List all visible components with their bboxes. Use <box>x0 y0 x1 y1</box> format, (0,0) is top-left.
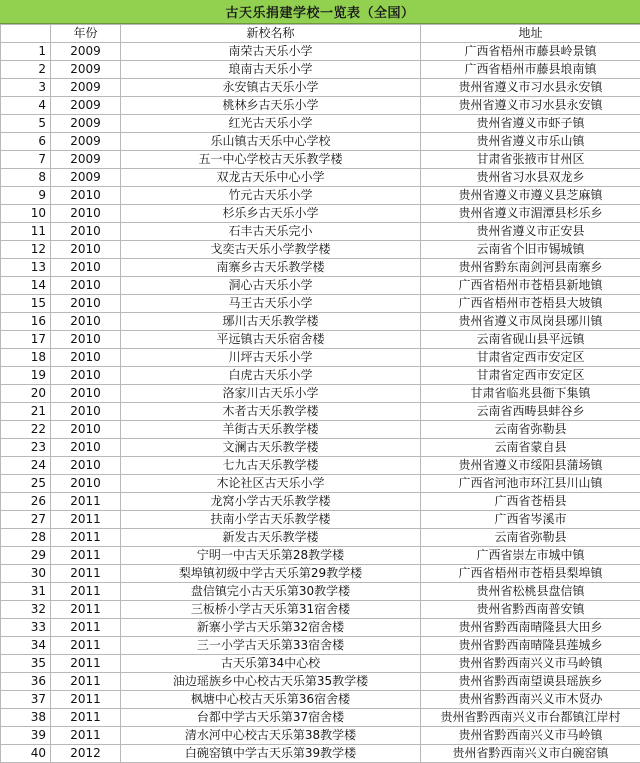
table-row <box>1 367 640 385</box>
row-address: 云南省蒙自县 <box>421 439 640 457</box>
row-year: 2010 <box>51 241 121 259</box>
row-year: 2010 <box>51 421 121 439</box>
row-school-name: 乐山镇古天乐中心学校 <box>121 133 421 151</box>
row-school-name: 龙窝小学古天乐教学楼 <box>121 493 421 511</box>
table-row <box>1 187 640 205</box>
row-school-name: 南寨乡古天乐教学楼 <box>121 259 421 277</box>
header-address: 地址 <box>421 25 640 43</box>
row-year: 2010 <box>51 187 121 205</box>
row-year: 2011 <box>51 493 121 511</box>
row-index: 16 <box>1 313 51 331</box>
table-row <box>1 691 640 709</box>
table-row <box>1 79 640 97</box>
row-address: 云南省弥勒县 <box>421 529 640 547</box>
table-body <box>1 43 640 763</box>
row-school-name: 戈奕古天乐小学教学楼 <box>121 241 421 259</box>
table-row <box>1 169 640 187</box>
row-school-name: 马王古天乐小学 <box>121 295 421 313</box>
row-address: 贵州省黔西南普安镇 <box>421 601 640 619</box>
table-row <box>1 313 640 331</box>
table-row <box>1 655 640 673</box>
row-year: 2009 <box>51 97 121 115</box>
row-school-name: 川坪古天乐小学 <box>121 349 421 367</box>
schools-table <box>0 24 640 763</box>
row-school-name: 新寨小学古天乐第32宿舍楼 <box>121 619 421 637</box>
row-address: 贵州省遵义市习水县永安镇 <box>421 79 640 97</box>
row-year: 2011 <box>51 565 121 583</box>
table-row <box>1 511 640 529</box>
row-index: 37 <box>1 691 51 709</box>
row-index: 21 <box>1 403 51 421</box>
row-address: 贵州省遵义市乐山镇 <box>421 133 640 151</box>
row-school-name: 扶南小学古天乐教学楼 <box>121 511 421 529</box>
table-row <box>1 97 640 115</box>
row-address: 贵州省黔西南兴义市马岭镇 <box>421 727 640 745</box>
row-index: 3 <box>1 79 51 97</box>
row-year: 2011 <box>51 619 121 637</box>
row-year: 2011 <box>51 673 121 691</box>
row-index: 13 <box>1 259 51 277</box>
row-school-name: 文澜古天乐教学楼 <box>121 439 421 457</box>
table-row <box>1 115 640 133</box>
row-address: 贵州省遵义市遵义县芝麻镇 <box>421 187 640 205</box>
header-index <box>1 25 51 43</box>
row-index: 24 <box>1 457 51 475</box>
row-address: 贵州省遵义市凤岗县琊川镇 <box>421 313 640 331</box>
table-row <box>1 295 640 313</box>
row-year: 2010 <box>51 475 121 493</box>
row-address: 贵州省遵义市绥阳县蒲场镇 <box>421 457 640 475</box>
row-address: 广西省梧州市苍梧县梨埠镇 <box>421 565 640 583</box>
row-index: 22 <box>1 421 51 439</box>
row-year: 2009 <box>51 61 121 79</box>
table-row <box>1 241 640 259</box>
table-row <box>1 277 640 295</box>
table-row <box>1 385 640 403</box>
row-index: 26 <box>1 493 51 511</box>
row-address: 甘肃省张掖市甘州区 <box>421 151 640 169</box>
row-school-name: 木者古天乐教学楼 <box>121 403 421 421</box>
row-year: 2009 <box>51 115 121 133</box>
row-address: 贵州省黔西南望谟县瑶族乡 <box>421 673 640 691</box>
table-row <box>1 403 640 421</box>
row-year: 2010 <box>51 205 121 223</box>
row-year: 2010 <box>51 457 121 475</box>
row-year: 2010 <box>51 439 121 457</box>
row-address: 广西省梧州市苍梧县大坡镇 <box>421 295 640 313</box>
row-address: 贵州省黔西南兴义市木贤办 <box>421 691 640 709</box>
row-address: 贵州省黔西南晴隆县大田乡 <box>421 619 640 637</box>
row-index: 33 <box>1 619 51 637</box>
row-address: 甘肃省临兆县衙下集镇 <box>421 385 640 403</box>
row-year: 2011 <box>51 709 121 727</box>
row-index: 17 <box>1 331 51 349</box>
table-row <box>1 619 640 637</box>
table-row <box>1 637 640 655</box>
row-school-name: 永安镇古天乐小学 <box>121 79 421 97</box>
row-address: 贵州省遵义市虾子镇 <box>421 115 640 133</box>
row-year: 2009 <box>51 169 121 187</box>
row-address: 贵州省遵义市正安县 <box>421 223 640 241</box>
row-year: 2010 <box>51 349 121 367</box>
row-index: 32 <box>1 601 51 619</box>
row-address: 贵州省习水县双龙乡 <box>421 169 640 187</box>
row-address: 贵州省遵义市湄潭县杉乐乡 <box>421 205 640 223</box>
row-school-name: 三一小学古天乐第33宿舍楼 <box>121 637 421 655</box>
title-bar <box>0 0 640 24</box>
table-row <box>1 331 640 349</box>
row-address: 甘肃省定西市安定区 <box>421 367 640 385</box>
row-address: 贵州省黔西南兴义市马岭镇 <box>421 655 640 673</box>
row-address: 贵州省黔西南晴隆县莲城乡 <box>421 637 640 655</box>
row-index: 8 <box>1 169 51 187</box>
row-school-name: 琅南古天乐小学 <box>121 61 421 79</box>
row-school-name: 三板桥小学古天乐第31宿舍楼 <box>121 601 421 619</box>
header-row <box>1 25 640 43</box>
row-address: 广西省梧州市藤县埌南镇 <box>421 61 640 79</box>
row-address: 贵州省松桃县盘信镇 <box>421 583 640 601</box>
table-row <box>1 421 640 439</box>
row-index: 27 <box>1 511 51 529</box>
row-index: 28 <box>1 529 51 547</box>
row-index: 6 <box>1 133 51 151</box>
row-year: 2011 <box>51 547 121 565</box>
row-school-name: 古天乐第34中心校 <box>121 655 421 673</box>
row-school-name: 杉乐乡古天乐小学 <box>121 205 421 223</box>
row-index: 19 <box>1 367 51 385</box>
row-school-name: 盘信镇完小古天乐第30教学楼 <box>121 583 421 601</box>
row-school-name: 枫塘中心校古天乐第36宿舍楼 <box>121 691 421 709</box>
row-index: 34 <box>1 637 51 655</box>
row-address: 云南省弥勒县 <box>421 421 640 439</box>
row-school-name: 油边瑶族乡中心校古天乐第35教学楼 <box>121 673 421 691</box>
row-school-name: 清水河中心校古天乐第38教学楼 <box>121 727 421 745</box>
table-row <box>1 259 640 277</box>
row-address: 广西省梧州市藤县岭景镇 <box>421 43 640 61</box>
table-row <box>1 439 640 457</box>
row-index: 5 <box>1 115 51 133</box>
row-address: 广西省苍梧县 <box>421 493 640 511</box>
table-row <box>1 457 640 475</box>
table-row <box>1 43 640 61</box>
row-school-name: 木论社区古天乐小学 <box>121 475 421 493</box>
page-title: 古天乐捐建学校一览表（全国） <box>225 2 414 21</box>
row-index: 20 <box>1 385 51 403</box>
row-school-name: 台都中学古天乐第37宿舍楼 <box>121 709 421 727</box>
row-index: 39 <box>1 727 51 745</box>
table-row <box>1 565 640 583</box>
row-index: 31 <box>1 583 51 601</box>
row-year: 2010 <box>51 331 121 349</box>
row-year: 2011 <box>51 601 121 619</box>
table-row <box>1 151 640 169</box>
row-address: 贵州省黔西南兴义市台都镇江岸村 <box>421 709 640 727</box>
row-year: 2010 <box>51 277 121 295</box>
table-row <box>1 547 640 565</box>
row-address: 云南省砚山县平远镇 <box>421 331 640 349</box>
row-address: 广西省河池市环江县川山镇 <box>421 475 640 493</box>
row-year: 2011 <box>51 727 121 745</box>
table-row <box>1 727 640 745</box>
row-address: 云南省个旧市锡城镇 <box>421 241 640 259</box>
table-row <box>1 493 640 511</box>
row-index: 36 <box>1 673 51 691</box>
row-school-name: 羊街古天乐教学楼 <box>121 421 421 439</box>
row-year: 2010 <box>51 403 121 421</box>
row-address: 甘肃省定西市安定区 <box>421 349 640 367</box>
table-row <box>1 601 640 619</box>
row-index: 18 <box>1 349 51 367</box>
row-index: 29 <box>1 547 51 565</box>
row-school-name: 南荣古天乐小学 <box>121 43 421 61</box>
row-year: 2011 <box>51 655 121 673</box>
row-index: 30 <box>1 565 51 583</box>
row-index: 40 <box>1 745 51 763</box>
header-year: 年份 <box>51 25 121 43</box>
row-school-name: 白虎古天乐小学 <box>121 367 421 385</box>
row-address: 广西省岑溪市 <box>421 511 640 529</box>
row-school-name: 红光古天乐小学 <box>121 115 421 133</box>
table-row <box>1 223 640 241</box>
row-index: 12 <box>1 241 51 259</box>
table-row <box>1 529 640 547</box>
row-index: 10 <box>1 205 51 223</box>
row-school-name: 双龙古天乐中心小学 <box>121 169 421 187</box>
row-school-name: 新发古天乐教学楼 <box>121 529 421 547</box>
row-school-name: 洞心古天乐小学 <box>121 277 421 295</box>
row-index: 4 <box>1 97 51 115</box>
row-index: 2 <box>1 61 51 79</box>
table-row <box>1 709 640 727</box>
row-year: 2010 <box>51 295 121 313</box>
table-row <box>1 133 640 151</box>
row-index: 15 <box>1 295 51 313</box>
table-row <box>1 205 640 223</box>
row-year: 2010 <box>51 259 121 277</box>
row-address: 广西省梧州市苍梧县新地镇 <box>421 277 640 295</box>
table-row <box>1 475 640 493</box>
row-year: 2011 <box>51 529 121 547</box>
row-address: 广西省崇左市城中镇 <box>421 547 640 565</box>
row-school-name: 五一中心学校古天乐教学楼 <box>121 151 421 169</box>
row-year: 2010 <box>51 367 121 385</box>
row-year: 2011 <box>51 637 121 655</box>
row-year: 2009 <box>51 79 121 97</box>
row-address: 贵州省黔西南兴义市白碗窑镇 <box>421 745 640 763</box>
row-school-name: 竹元古天乐小学 <box>121 187 421 205</box>
row-index: 1 <box>1 43 51 61</box>
row-year: 2011 <box>51 691 121 709</box>
row-year: 2009 <box>51 133 121 151</box>
row-year: 2009 <box>51 151 121 169</box>
row-school-name: 石丰古天乐完小 <box>121 223 421 241</box>
row-year: 2012 <box>51 745 121 763</box>
row-year: 2010 <box>51 223 121 241</box>
row-school-name: 洛家川古天乐小学 <box>121 385 421 403</box>
row-school-name: 桃林乡古天乐小学 <box>121 97 421 115</box>
row-index: 38 <box>1 709 51 727</box>
table-row <box>1 349 640 367</box>
row-year: 2011 <box>51 511 121 529</box>
table-row <box>1 745 640 763</box>
row-index: 25 <box>1 475 51 493</box>
table-row <box>1 61 640 79</box>
row-index: 14 <box>1 277 51 295</box>
row-school-name: 宁明一中古天乐第28教学楼 <box>121 547 421 565</box>
row-year: 2011 <box>51 583 121 601</box>
row-index: 23 <box>1 439 51 457</box>
row-year: 2010 <box>51 385 121 403</box>
table-row <box>1 673 640 691</box>
row-school-name: 白碗窑镇中学古天乐第39教学楼 <box>121 745 421 763</box>
row-index: 35 <box>1 655 51 673</box>
row-school-name: 平远镇古天乐宿舍楼 <box>121 331 421 349</box>
row-school-name: 琊川古天乐教学楼 <box>121 313 421 331</box>
row-address: 贵州省黔东南剑河县南寨乡 <box>421 259 640 277</box>
table-row <box>1 583 640 601</box>
row-index: 11 <box>1 223 51 241</box>
row-index: 9 <box>1 187 51 205</box>
row-school-name: 七九古天乐教学楼 <box>121 457 421 475</box>
row-index: 7 <box>1 151 51 169</box>
row-year: 2010 <box>51 313 121 331</box>
row-address: 贵州省遵义市习水县永安镇 <box>421 97 640 115</box>
row-school-name: 梨埠镇初级中学古天乐第29教学楼 <box>121 565 421 583</box>
row-address: 云南省西畴县蚌谷乡 <box>421 403 640 421</box>
row-year: 2009 <box>51 43 121 61</box>
header-name: 新校名称 <box>121 25 421 43</box>
